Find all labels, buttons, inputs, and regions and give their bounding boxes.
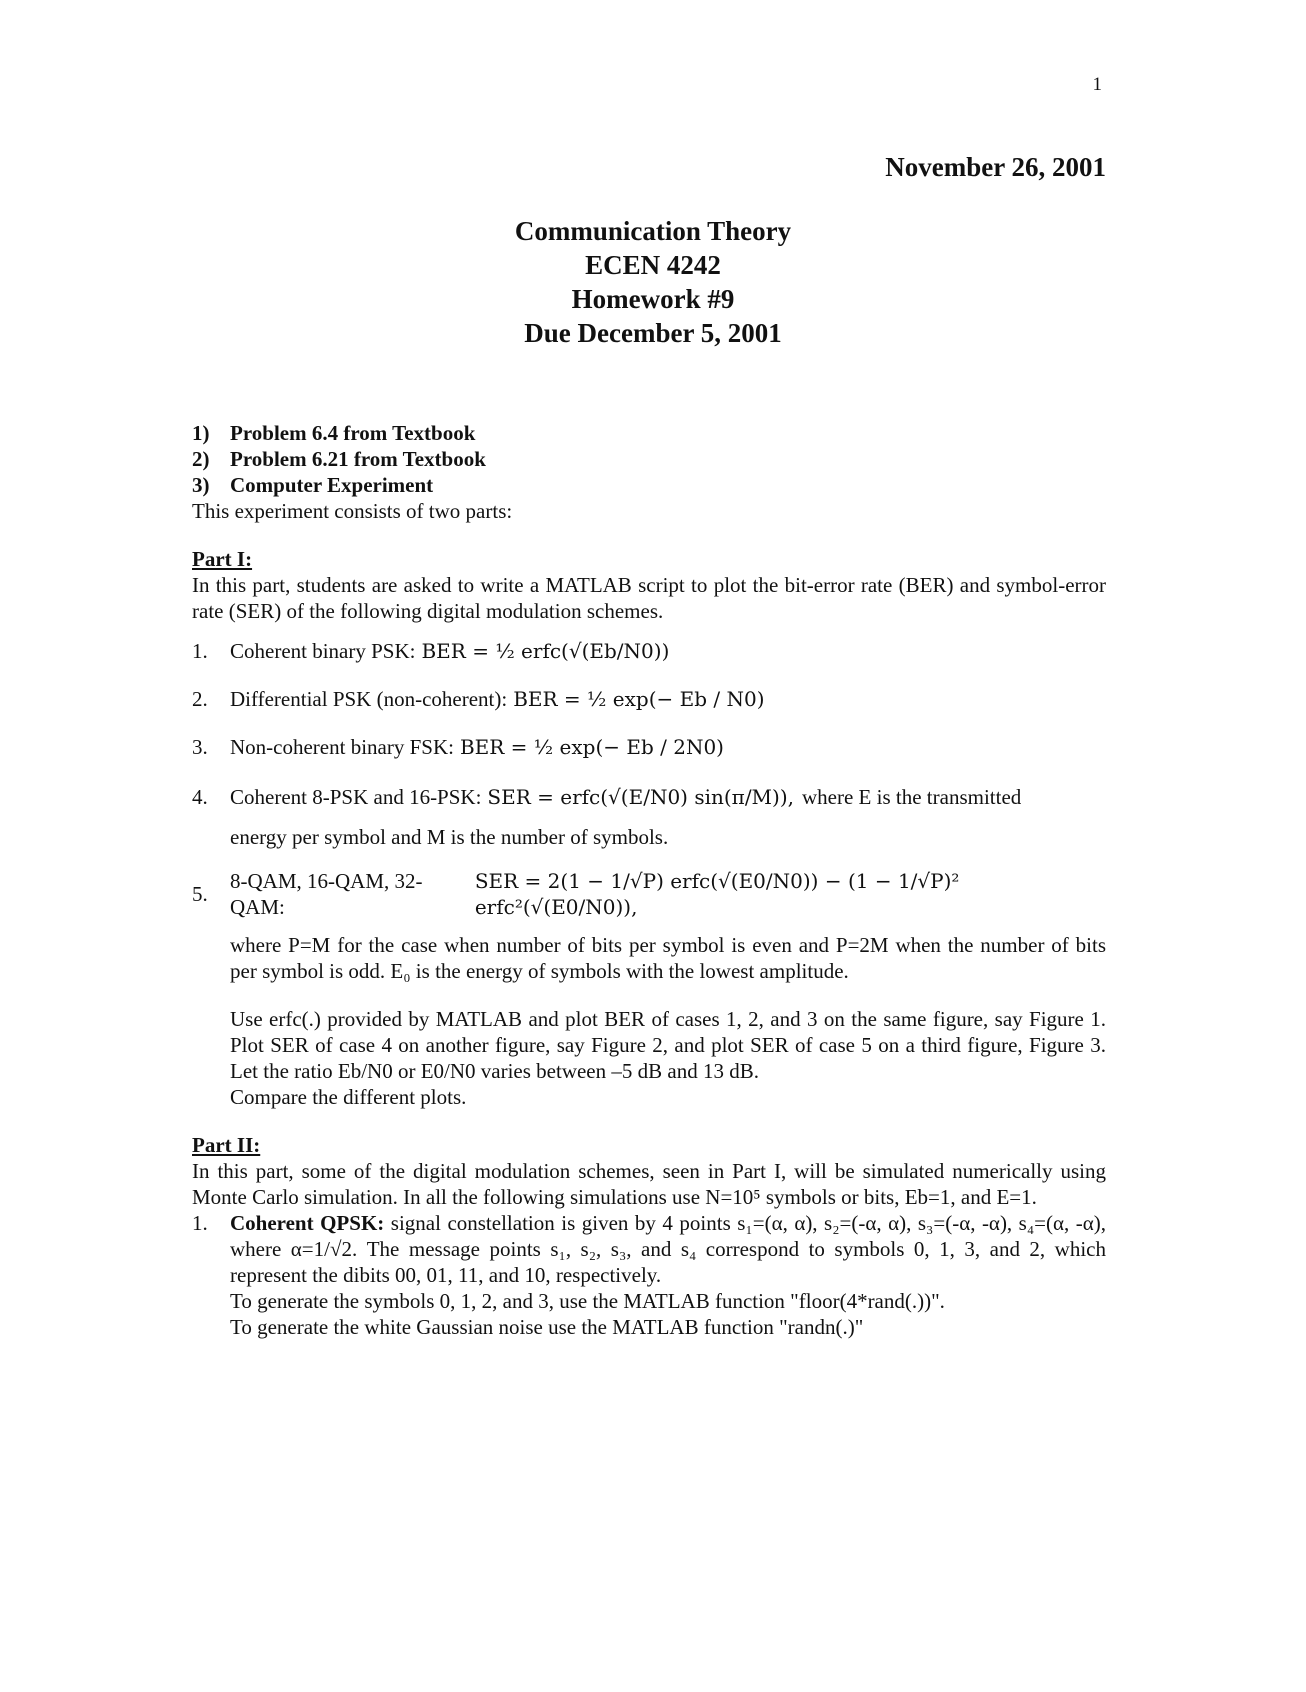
ser-formula: SER = 2(1 − 1/√P) erfc(√(E0/N0)) − (1 − 1/√P)² erfc²(√(E0/N0)), xyxy=(474,869,960,919)
homework-number: Homework #9 xyxy=(571,284,735,314)
ber-formula: BER = ½ erfc(√(Eb/N0)) xyxy=(421,639,670,663)
task-list xyxy=(192,420,1106,498)
task-item: 2) Problem 6.21 from Textbook xyxy=(192,447,486,471)
experiment-intro: This experiment consists of two parts: xyxy=(192,499,513,523)
formula-item: 1. Coherent binary PSK: BER = ½ erfc(√(Eb/N0)) xyxy=(192,639,670,663)
part1-intro: In this part, students are asked to write a MATLAB script to plot the bit-error rate (BER) and symbol-error rate (SER) of the following digital modulation schemes. xyxy=(192,573,1106,623)
part2-intro: In this part, some of the digital modulation schemes, seen in Part I, will be simulated numerically using Monte Carlo simulation. In all the following simulations use N=10⁵ symbols or bits, Eb=1, and E=1. xyxy=(192,1159,1106,1209)
task-item: 1) Problem 6.4 from Textbook xyxy=(192,421,476,445)
task-item: 3) Computer Experiment xyxy=(192,473,434,497)
formula-item: 5. 8-QAM, 16-QAM, 32-QAM: SER = 2(1 − 1/√P) erfc(√(E0/N0)) − (1 − 1/√P)² erfc²(√(E0/N0)), xyxy=(192,868,1106,920)
ber-formula: BER = ½ exp(− Eb / 2N0) xyxy=(459,735,724,759)
qpsk-item: 1. Coherent QPSK: signal constellation is given by 4 points s₁=(α, α), s₂=(-α, α), s₃=(-α, -α), s₄=(α, -α), where α=1/√2. The message points s₁, s₂, s₃, and s₄ correspond to symbols 0, 1, 3, and 2, which represent the dibits 00, 01, 11, and 10, respectively. To generate the symbols 0, 1, 2, and 3, use the MATLAB function "floor(4*rand(.))". To generate the white Gaussian noise use the MATLAB function "randn(.)" xyxy=(192,1211,1106,1339)
formula-item: 2. Differential PSK (non-coherent): BER = ½ exp(− Eb / N0) xyxy=(192,687,765,711)
document-date: November 26, 2001 xyxy=(885,152,1106,182)
title-block xyxy=(0,214,1306,350)
qpsk-label: Coherent QPSK: xyxy=(230,1211,385,1235)
formula-item: 4. Coherent 8-PSK and 16-PSK: SER = erfc(√(E/N0) sin(π/M)), where E is the transmitted xyxy=(192,785,1022,809)
page-number: 1 xyxy=(1092,74,1102,95)
qam-where-text: where P=M for the case when number of bits per symbol is even and P=2M when the number of bits per symbol is odd. E₀ is the energy of symbols with the lowest amplitude. xyxy=(230,933,1106,983)
part1-heading: Part I: xyxy=(192,547,253,571)
part1-instructions: Use erfc(.) provided by MATLAB and plot BER of cases 1, 2, and 3 on the same figure, say Figure 1. Plot SER of case 4 on another figure, say Figure 2, and plot SER of case 5 on a third figure, Figure 3. Let the ratio Eb/N0 or E0/N0 varies between –5 dB and 13 dB. xyxy=(230,1007,1106,1083)
part1-compare: Compare the different plots. xyxy=(230,1085,467,1109)
part2-heading: Part II: xyxy=(192,1133,261,1157)
document-body xyxy=(192,420,1106,1340)
formula-continuation: energy per symbol and M is the number of symbols. xyxy=(230,825,669,849)
qpsk-symbol-generation: To generate the symbols 0, 1, 2, and 3, use the MATLAB function "floor(4*rand(.))". xyxy=(230,1289,945,1313)
qpsk-description: signal constellation is given by 4 points s₁=(α, α), s₂=(-α, α), s₃=(-α, -α), s₄=(α, -α), where α=1/√2. The message points s₁, s₂, s₃, and s₄ correspond to symbols 0, 1, 3, and 2, which represent the dibits 00, 01, 11, and 10, respectively. xyxy=(230,1211,1106,1287)
qpsk-noise-generation: To generate the white Gaussian noise use the MATLAB function "randn(.)" xyxy=(230,1315,864,1339)
course-code: ECEN 4242 xyxy=(585,250,721,280)
course-name: Communication Theory xyxy=(514,216,792,246)
formula-item: 3. Non-coherent binary FSK: BER = ½ exp(− Eb / 2N0) xyxy=(192,735,724,759)
due-date: Due December 5, 2001 xyxy=(524,318,782,348)
ber-formula: BER = ½ exp(− Eb / N0) xyxy=(513,687,765,711)
ser-formula: SER = erfc(√(E/N0) sin(π/M)), xyxy=(487,785,794,809)
